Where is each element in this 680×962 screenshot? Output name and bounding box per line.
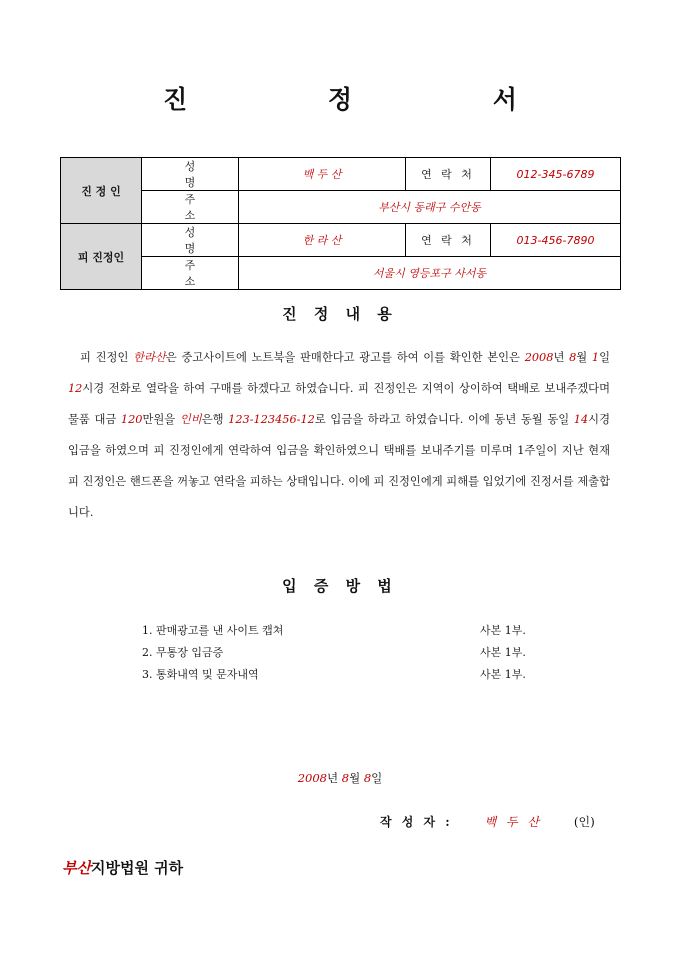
- writer-line: [380, 813, 595, 830]
- text-run: 피 진정인: [80, 351, 134, 364]
- date-day: 8: [363, 771, 372, 785]
- court-rest: 지방법원 귀하: [90, 859, 184, 877]
- address-label: 주 소: [142, 191, 239, 224]
- text-run: 년: [553, 351, 570, 364]
- document-title: 진 정 서: [163, 85, 583, 114]
- highlight-text: 123-123456-12: [228, 413, 315, 426]
- writer-label: 작 성 자 :: [380, 815, 453, 829]
- evidence-heading: 입 증 방 법: [282, 577, 398, 595]
- highlight-text: 120: [120, 413, 143, 426]
- text-run: 은 중고사이트에 노트북을 판매한다고 광고를 하여 이를 확인한 본인은: [165, 351, 525, 364]
- text-run: 은행: [201, 413, 229, 426]
- name-label: 성 명: [142, 224, 239, 257]
- respondent-contact: 013-456-7890: [491, 224, 621, 257]
- text-run: 시경 입금을 하였으며 피 진정인에게 연락하여 입금을 확인하였으니 택배를 보내주기를 미루며 1주일이 지난 현재 피 진정인은 핸드폰을 꺼놓고 연락을 피하는 상태입니다. 이에 피 진정인에게 피해를 입었기에 진정서를 제출합니다.: [68, 413, 610, 519]
- date-year-suffix: 년: [326, 771, 342, 785]
- contact-label: 연 락 처: [406, 158, 491, 191]
- party-info-table: [60, 157, 621, 290]
- text-run: 일: [599, 351, 610, 364]
- text-run: 월: [576, 351, 592, 364]
- date-year: 2008: [297, 771, 327, 785]
- respondent-name: 한 라 산: [239, 224, 406, 257]
- text-run: 시경 전화로 열락을 하여 구매를 하겠다고 하였습니다. 피 진정인은 지역이 상이하여 택배로 보내주겠다며 물품 대금: [68, 382, 610, 426]
- document-date: [0, 770, 680, 786]
- text-run: 로 입금을 하라고 하였습니다. 이에 동년 동월 동일: [314, 413, 574, 426]
- petitioner-header: 진 정 인: [61, 158, 142, 224]
- evidence-copy: 사본 1부.: [480, 624, 526, 637]
- highlight-text: 인비: [179, 413, 202, 426]
- evidence-item: 3. 통화내역 및 문자내역: [142, 668, 259, 681]
- table-row: [61, 224, 621, 257]
- content-heading: 진 정 내 용: [282, 305, 398, 323]
- petitioner-name: 백 두 산: [239, 158, 406, 191]
- court-addressee: [62, 857, 183, 878]
- respondent-address: 서울시 영등포구 사서동: [239, 257, 621, 290]
- content-paragraph: [68, 342, 610, 528]
- evidence-item: 1. 판매광고를 낸 사이트 캡쳐: [142, 624, 284, 637]
- evidence-copy: 사본 1부.: [480, 646, 526, 659]
- highlight-text: 1: [591, 351, 600, 364]
- contact-label: 연 락 처: [406, 224, 491, 257]
- name-label: 성 명: [142, 158, 239, 191]
- respondent-header: 피 진정인: [61, 224, 142, 290]
- date-month: 8: [341, 771, 350, 785]
- evidence-item: 2. 무통장 입금증: [142, 646, 224, 659]
- petitioner-contact: 012-345-6789: [491, 158, 621, 191]
- text-run: 만원을: [142, 413, 180, 426]
- table-row: [61, 191, 621, 224]
- table-row: [61, 257, 621, 290]
- highlight-text: 한라산: [133, 351, 166, 364]
- petitioner-address: 부산시 동래구 수안동: [239, 191, 621, 224]
- highlight-text: 12: [68, 382, 83, 395]
- highlight-text: 2008: [524, 351, 554, 364]
- writer-seal: (인): [573, 815, 595, 829]
- highlight-text: 14: [573, 413, 589, 426]
- evidence-copy: 사본 1부.: [480, 668, 526, 681]
- highlight-text: 8: [569, 351, 577, 364]
- court-city: 부산: [62, 859, 91, 877]
- table-row: [61, 158, 621, 191]
- address-label: 주 소: [142, 257, 239, 290]
- date-day-suffix: 일: [371, 771, 383, 785]
- date-month-suffix: 월: [349, 771, 364, 785]
- writer-name: 백 두 산: [484, 815, 542, 829]
